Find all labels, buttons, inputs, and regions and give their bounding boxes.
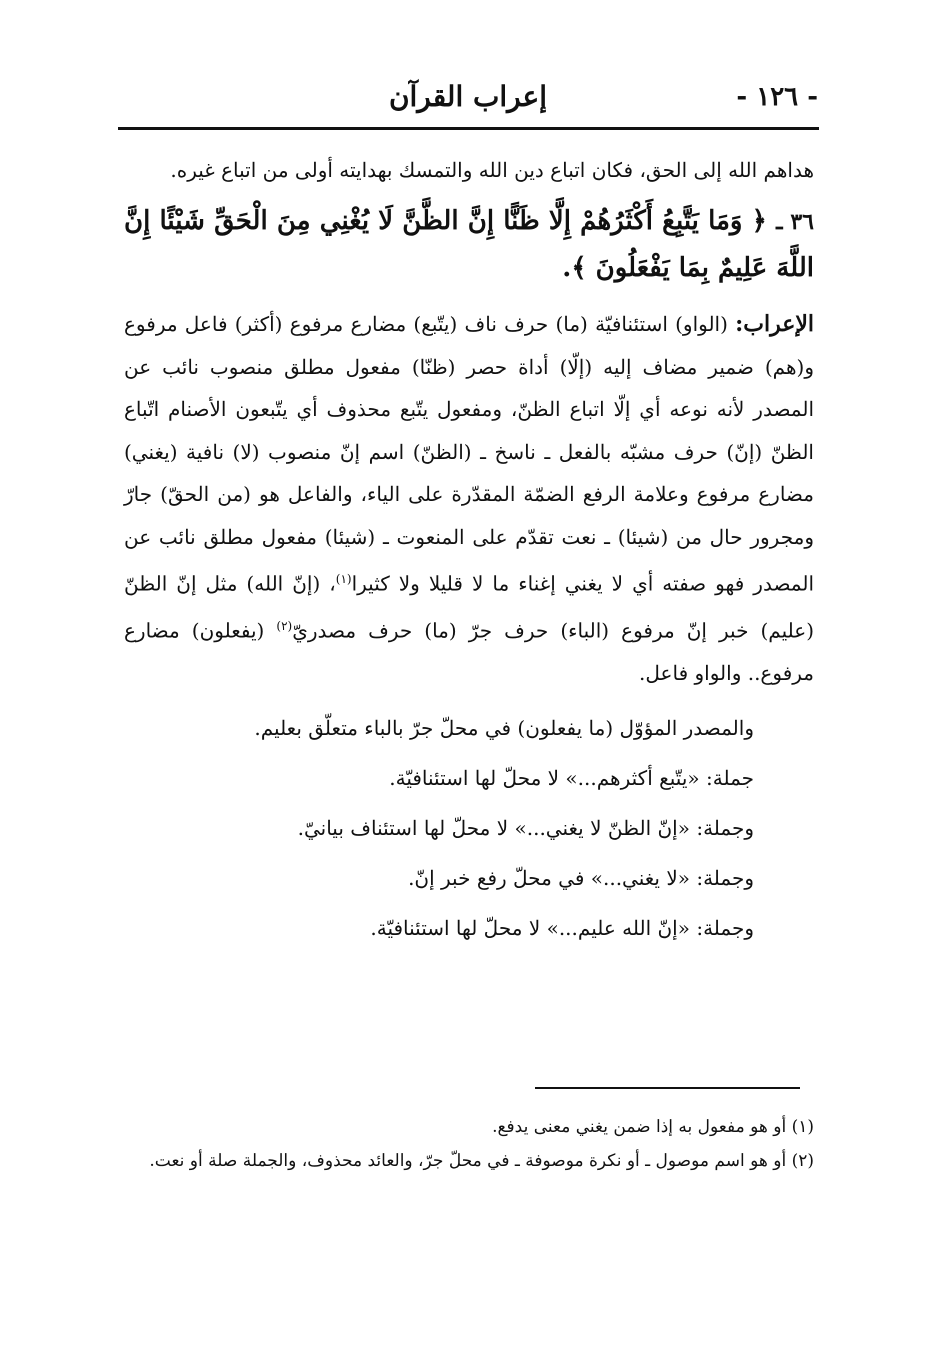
main-text xyxy=(124,150,814,953)
irab-text-3: (يفعلون) مضارع مرفوع.. والواو فاعل. xyxy=(124,618,814,686)
footnote-ref-1: (١) xyxy=(335,572,352,586)
sentence-item: وجملة: «لا يغني...» في محلّ رفع خبر إنّ. xyxy=(408,865,754,890)
sentence-item: جملة: «يتّبع أكثرهم...» لا محلّ لها استئنافيّة. xyxy=(389,765,754,790)
masdar-line: والمصدر المؤوّل (ما يفعلون) في محلّ جرّ بالباء متعلّق بعليم. xyxy=(254,715,754,740)
page-header xyxy=(118,76,818,124)
verse-number: ٣٦ ـ xyxy=(776,209,814,235)
sentence-list xyxy=(124,703,814,953)
sentence-item: وجملة: «إنّ الظنّ لا يغني...» لا محلّ لها استئناف بيانيّ. xyxy=(297,815,754,840)
footnotes xyxy=(124,1110,814,1178)
footnote-ref-2: (٢) xyxy=(276,619,293,634)
irab-text: (الواو) استئنافيّة (ما) حرف ناف (يتّبع) مضارع مرفوع (أكثر) فاعل مرفوع و(هم) ضمير مضاف إليه (إلّا) أداة حصر (ظنّا) مفعول مطلق منصوب نائب عن المصدر لأنه نوعه أي إلّا اتباع الظنّ، ومفعول يتّبع محذوف أي يتّبعون الأصنام اتّباع الظنّ (إنّ) حرف مشبّه بالفعل ـ ناسخ ـ (الظنّ) اسم إنّ منصوب (لا) نافية (يغني) مضارع مرفوع وعلامة الرفع الضمّة المقدّرة على الياء، والفاعل هو (من الحقّ) جارّ ومجرور حال من (شيئا) ـ نعت تقدّم على المنعوت ـ (شيئا) مفعول مطلق نائب عن المصدر فهو صفته أي لا يغني إغناء ما لا قليلا ولا كثيرا xyxy=(124,312,814,596)
footnote-2: (٢) أو هو اسم موصول ـ أو نكرة موصوفة ـ في محلّ جرّ، والعائد محذوف، والجملة صلة أو نعت. xyxy=(149,1151,814,1171)
book-title: إعراب القرآن xyxy=(388,80,548,113)
sentence-item: وجملة: «إنّ الله عليم...» لا محلّ لها استئنافيّة. xyxy=(370,915,754,940)
header-rule xyxy=(118,127,819,130)
irab-paragraph xyxy=(124,303,814,695)
verse-text: ﴿ وَمَا يَتَّبِعُ أَكْثَرُهُمْ إِلَّا ظَنًّا إِنَّ الظَّنَّ لَا يُغْنِي مِنَ الْحَقِّ شَيْئًا إِنَّ اللَّهَ عَلِيمٌ بِمَا يَفْعَلُونَ ﴾. xyxy=(124,206,814,283)
footnote-1: (١) أو هو مفعول به إذا ضمن يغني معنى يدفع. xyxy=(492,1117,814,1137)
intro-line: هداهم الله إلى الحق، فكان اتباع دين الله والتمسك بهدايته أولى من اتباع غيره. xyxy=(170,158,814,182)
footnote-rule xyxy=(535,1087,800,1089)
page-number: - ١٢٦ - xyxy=(736,82,818,112)
irab-label: الإعراب: xyxy=(735,311,814,337)
quran-verse xyxy=(124,198,814,291)
irab-text-2: ، (إنّ الله) مثل إنّ الظنّ (عليم) خبر إنّ مرفوع (الباء) حرف جرّ (ما) حرف مصدريّ xyxy=(124,571,814,643)
